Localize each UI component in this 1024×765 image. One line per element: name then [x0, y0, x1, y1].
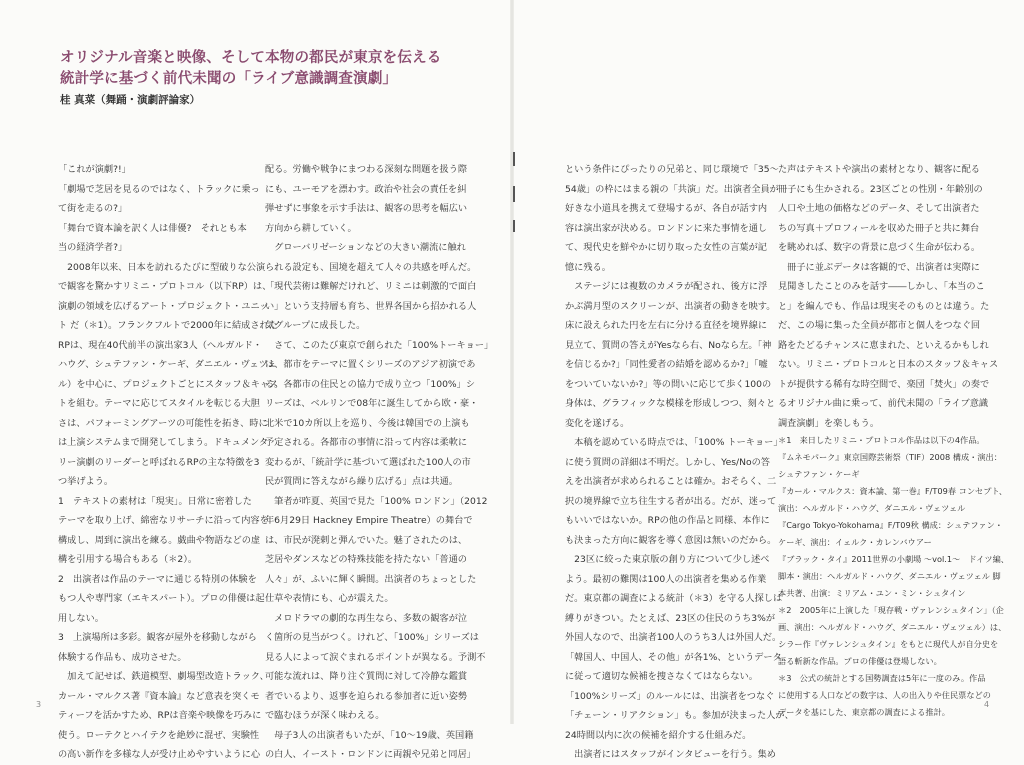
body-text-line: という条件にぴったりの兄弟と、同じ環境で「35～: [565, 164, 779, 175]
body-text-line: 配る。労働や戦争にまつわる深刻な問題を扱う際: [265, 164, 468, 175]
body-text-line: 容は演出家が決める。ロンドンに来た事情を通し: [565, 222, 768, 234]
body-text-line: 冊子に並ぶデータは客観的で、出演者は実際に: [778, 261, 980, 273]
footnote-line: データを基にした、東京都の調査による推計。: [778, 707, 950, 717]
body-text-line: 筆者が昨夏、英国で見た「100% ロンドン」（2012: [265, 495, 488, 507]
footnote-line: に使用する人口などの数字は、人の出入りや住民票などの: [778, 690, 991, 700]
body-text-line: 年6月29日 Hackney Empire Theatre）の舞台で: [265, 515, 473, 526]
body-text-line: をついていないか?」等の問いに応じて歩く100の: [565, 378, 772, 390]
body-text-line: えを出演者が求められることは確か。おそらく、二: [565, 476, 777, 487]
footnote-line: 語る斬新な作品。プロの俳優は登場しない。: [778, 656, 942, 666]
body-text-line: に使う質問の詳細は不明だ。しかし、Yes/Noの答: [565, 456, 770, 468]
article-title: [60, 48, 500, 90]
body-text-line: に従って適切な候補を捜さなくてはならない。: [565, 671, 758, 682]
gutter-mark: [513, 220, 515, 232]
footnote-line: 『Cargo Tokyo-Yokohama』F/T09秋 構成：シュテファン・: [778, 520, 1003, 530]
body-text-line: ステージには複数のカメラが配され、後方に浮: [565, 281, 768, 292]
body-text-line: 気グループに成長した。: [265, 320, 366, 331]
body-text-line: 身体は、グラフィックな模様を形成しつつ、刻々と: [565, 398, 776, 409]
gutter-mark: [513, 186, 515, 202]
body-text-line: で観客を驚かすリミニ・プロトコル（以下RP）は、: [58, 281, 272, 292]
body-text-line: さて、このたび東京で創られた「100%トーキョー」: [265, 339, 494, 351]
body-text-line: 憶に残る。: [565, 261, 611, 273]
body-text-line: 2 出演者は作品のテーマに通じる特別の体験を: [58, 573, 257, 585]
body-text-line: 2008年以来、日本を訪れるたびに型破りな公演: [58, 261, 266, 273]
body-text-line: の白人、イースト・ロンドンに両親や兄弟と同居」: [265, 749, 476, 760]
body-text-line: ル）を中心に、プロジェクトごとにスタッフ＆キャス: [58, 378, 279, 390]
body-text-line: 見る人によって涙ぐまれるポイントが異なる。予測不: [265, 651, 486, 663]
body-text-line: にも、ユーモアを漂わす。政治や社会の責任を糾: [265, 183, 467, 195]
body-text-line: 1 テキストの素材は「現実」。日常に密着した: [58, 495, 252, 507]
body-text-line: 「現代芸術は難解だけれど、リミニは刺激的で面白: [265, 281, 477, 292]
footnote-line: ＊2 2005年に上演した「現存戦・ヴァレンシュタイン」（企: [778, 605, 1004, 615]
body-text-line: 芝居やダンスなどの特殊技能を持たない「普通の: [265, 554, 467, 565]
body-text-line: 「舞台で資本論を訳く人は俳優? それとも本: [58, 222, 247, 234]
body-text-line: は上演システムまで開発してしまう。ドキュメンタ: [58, 437, 269, 448]
body-text-line: 床に設えられた円を左右に分ける直径を境界線に: [565, 320, 768, 331]
body-text-line: つ挙げよう。: [58, 476, 114, 487]
body-text-line: 外国人なので、出演者100人のうち3人は外国人だ。: [565, 632, 782, 643]
body-column-1: [58, 160, 279, 765]
body-text-line: られる設定も、国境を超えて人々の共感を呼んだ。: [265, 261, 477, 273]
body-text-line: 弾せずに事象を示す手法は、観客の思考を幅広い: [265, 203, 468, 214]
page-number-left: 3: [36, 700, 42, 709]
body-text-line: 加えて記せば、鉄道模型、劇場型改造トラック、: [58, 671, 269, 682]
body-column-2: [265, 160, 494, 765]
footnote-line: ＊3 公式の統計とする国勢調査は5年に一度のみ。作品: [778, 673, 986, 683]
footnote-line: 画、演出：ヘルガルド・ハウグ、ダニエル・ヴェツェル）は、: [778, 622, 1007, 632]
footnote-line: 脚本・演出：ヘルガルド・ハウグ、ダニエル・ヴェツェル 脚: [778, 571, 1001, 581]
body-text-line: ト だ（＊1）。フランクフルトで2000年に結成された: [58, 320, 278, 331]
body-text-line: リーズは、ベルリンで08年に誕生してから欧・豪・: [265, 398, 479, 409]
body-text-line: も決まった方向に観客を導く意図は無いのだから。: [565, 534, 777, 546]
body-text-line: よう。最初の難関は100人の出演者を集める作業: [565, 573, 767, 585]
body-text-line: 好きな小道具を携えて登場するが、各自が話す内: [565, 203, 768, 214]
body-text-line: カール・マルクス著『資本論』など意表を突くモ: [58, 690, 260, 702]
body-text-line: るオリジナル曲に乗って、前代未聞の「ライブ意識: [778, 398, 989, 409]
body-text-line: た声はテキストや演出の素材となり、観客に配る: [778, 164, 980, 175]
body-text-line: 見聞きしたことのみを話す――しかし、「本当のこ: [778, 281, 985, 292]
body-text-line: は、市民が溌剌と弾んでいた。魅了されたのは、: [265, 534, 468, 546]
body-text-line: ティーフを活かすため、RPは音楽や映像を巧みに: [58, 710, 262, 721]
footnote-line: 『カール・マルクス：資本論、第一巻』F/T09春 コンセプト、: [778, 486, 1008, 496]
body-text-line: 母子3人の出演者もいたが、「10～19歳、英国籍: [265, 729, 474, 741]
body-text-line: 構成し、周到に演出を練る。戯曲や物語などの虚: [58, 534, 261, 546]
body-text-line: 「これが演劇?!」: [58, 164, 131, 175]
body-text-line: い」という支持層も育ち、世界各国から招かれる人: [265, 300, 477, 312]
body-text-line: 仕草や表情にも、心が震えた。: [265, 593, 394, 604]
body-text-line: の高い新作を多様な人が受け止めやすいように心: [58, 749, 261, 760]
body-text-line: る。各都市の住民との協力で成り立つ「100%」シ: [265, 378, 476, 390]
title-line-2: 統計学に基づく前代未聞の「ライブ意識調査演劇」: [60, 71, 398, 87]
body-text-line: 体験する作品も、成功させた。: [58, 651, 187, 663]
body-text-line: 54歳」の枠にはまる親の「共演」だ。出演者全員が: [565, 183, 779, 195]
body-text-line: 「チェーン・リアクション」も。参加が決まった人が、: [565, 710, 794, 721]
body-text-line: RPは、現在40代前半の演出家3人（ヘルガルド・: [58, 339, 263, 351]
body-text-line: 択の境界線で立ち往生する者が出る。だが、迷って: [565, 495, 777, 507]
footnote-line: ケーギ、演出：イェルク・カレンバウアー: [778, 537, 932, 547]
body-text-line: かぶ満月型のスクリーンが、出演者の動きを映す。: [565, 300, 776, 312]
body-text-line: 23区に絞った東京版の創り方について少し述べ: [565, 554, 770, 565]
body-text-line: は、都市をテーマに置くシリーズのアジア初演であ: [265, 359, 476, 370]
body-text-line: 可能な流れは、降り注ぐ質問に対して冷静な鑑賞: [265, 671, 468, 682]
footnote-line: シラー作『ヴァレンシュタイン』をもとに現代人が自分史を: [778, 639, 999, 649]
body-text-line: 人口や土地の価格などのデータ、そして出演者た: [778, 203, 980, 214]
footnote-line: 演出：ヘルガルド・ハウグ、ダニエル・ヴェツェル: [778, 503, 966, 513]
body-text-line: 冊子にも生かされる。23区ごとの性別・年齢別の: [778, 183, 983, 195]
body-text-line: 縛りがきつい。たとえば、23区の住民のうち3%が: [565, 612, 776, 624]
body-text-line: だ。東京都の調査による統計（＊3）を守る人探しは: [565, 593, 783, 604]
body-text-line: を信じるか?」「同性愛者の結婚を認めるか?」「嘘: [565, 359, 768, 370]
body-text-line: グローバリゼーションなどの大きい潮流に触れ: [265, 242, 466, 253]
body-text-line: トを組む。テーマに応じてスタイルを転じる大胆: [58, 398, 260, 409]
body-text-line: 「韓国人、中国人、その他」が各1%、というデータ: [565, 651, 782, 663]
body-text-line: を眺めれば、数字の背景に息づく生命が伝わる。: [778, 242, 981, 253]
footnote-line: ＊1 来日したリミニ・プロトコル作品は以下の4作品。: [778, 435, 985, 445]
body-text-line: 予定される。各都市の事情に沿って内容は柔軟に: [265, 437, 468, 448]
body-text-line: 北米で10カ所以上を巡り、今後は韓国での上演も: [265, 417, 470, 429]
body-text-line: リー演劇のリーダーと呼ばれるRPの主な特徴を3: [58, 456, 260, 468]
body-text-line: と」を編んでも、作品は現実そのものとは違う。た: [778, 300, 990, 312]
page-number-right: 4: [984, 700, 990, 709]
body-text-line: 当の経済学者?」: [58, 242, 128, 253]
body-text-line: て、現代史を鮮やかに切り取った女性の言葉が記: [565, 242, 767, 253]
title-line-1: オリジナル音楽と映像、そして本物の都民が東京を伝える: [60, 50, 442, 66]
body-text-line: 用しない。: [58, 612, 104, 624]
body-text-line: メロドラマの劇的な再生なら、多数の観客が泣: [265, 612, 468, 624]
body-text-line: 者でいるより、返事を迫られる参加者に近い姿勢: [265, 690, 468, 702]
body-text-line: 出演者にはスタッフがインタビューを行う。集め: [565, 749, 776, 760]
body-text-line: ない。リミニ・プロトコルと日本のスタッフ＆キャス: [778, 359, 999, 370]
body-text-line: 調査演劇」を楽しもう。: [778, 417, 880, 429]
body-column-4: [778, 160, 999, 433]
body-text-line: ちの写真＋プロフィールを収めた冊子と共に舞台: [778, 222, 980, 234]
body-text-line: テーマを取り上げ、綿密なリサーチに沿って内容を: [58, 515, 269, 526]
body-text-line: 本稿を認めている時点では、「100% トーキョー」: [565, 437, 783, 448]
footnote-line: 本共著、出演：ミリアム・ユン・ミン・シュタイン: [778, 588, 966, 598]
body-text-line: 使う。ローテクとハイテクを絶妙に混ぜ、実験性: [58, 729, 260, 741]
body-text-line: 人々」が、ふいに輝く瞬間。出演者のちょっとした: [265, 573, 477, 585]
body-text-line: 「100%シリーズ」のルールには、出演者をつなぐ: [565, 690, 775, 702]
body-text-line: で臨むほうが深く味わえる。: [265, 710, 385, 721]
body-text-line: 方向から耕していく。: [265, 222, 357, 234]
body-text-line: 構を引用する場合もある（＊2）。: [58, 554, 198, 565]
body-text-line: だ、この場に集った全員が都市と個人をつなぐ回: [778, 320, 981, 331]
body-text-line: て街を走るの?」: [58, 203, 128, 214]
body-text-line: 路をたどるチャンスに恵まれた、といえるかもしれ: [778, 339, 989, 351]
footnote-line: シュテファン・ケーギ: [778, 469, 860, 479]
page-gutter: [510, 0, 514, 724]
body-text-line: もいいではないか。RPの他の作品と同様、本作に: [565, 515, 770, 526]
body-text-line: もつ人や専門家（エキスパート）。プロの俳優は起: [58, 593, 265, 604]
body-text-line: 演劇の領域を広げるアート・プロジェクト・ユニッ: [58, 300, 269, 312]
body-text-line: く箇所の見当がつく。けれど、「100%」シリーズは: [265, 632, 479, 643]
body-text-line: さは、パフォーミングアーツの可能性を拓き、時に: [58, 417, 268, 429]
body-text-line: 見立て、質問の答えがYesなら右、Noなら左。「神: [565, 339, 772, 351]
body-text-line: 変わるが、「統計学に基づいて選ばれた100人の市: [265, 456, 471, 468]
footnotes: [778, 432, 1009, 721]
body-text-line: 「劇場で芝居を見るのではなく、トラックに乗っ: [58, 183, 260, 195]
body-text-line: 民が質問に答えながら繰り広げる」点は共通。: [265, 476, 458, 487]
body-text-line: ハウグ、シュテファン・ケーギ、ダニエル・ヴェツェ: [58, 359, 277, 370]
body-text-line: 3 上演場所は多彩。観客が屋外を移動しながら: [58, 632, 257, 643]
footnote-line: 『ブラック・タイ』2011世界の小劇場 ～vol.1～ ドイツ編、: [778, 554, 1009, 564]
body-text-line: トが提供する稀有な時空間で、楽団「焚火」の奏で: [778, 378, 990, 390]
footnote-line: 『ムネモパーク』東京国際芸術祭（TIF）2008 構成・演出：: [778, 452, 1002, 462]
body-text-line: 24時間以内に次の候補を紹介する仕組みだ。: [565, 729, 752, 741]
body-text-line: 変化を遂げる。: [565, 417, 630, 429]
body-column-3: [565, 160, 794, 765]
gutter-mark: [513, 152, 515, 166]
author-byline: 桂 真菜（舞踊・演劇評論家）: [60, 94, 201, 106]
